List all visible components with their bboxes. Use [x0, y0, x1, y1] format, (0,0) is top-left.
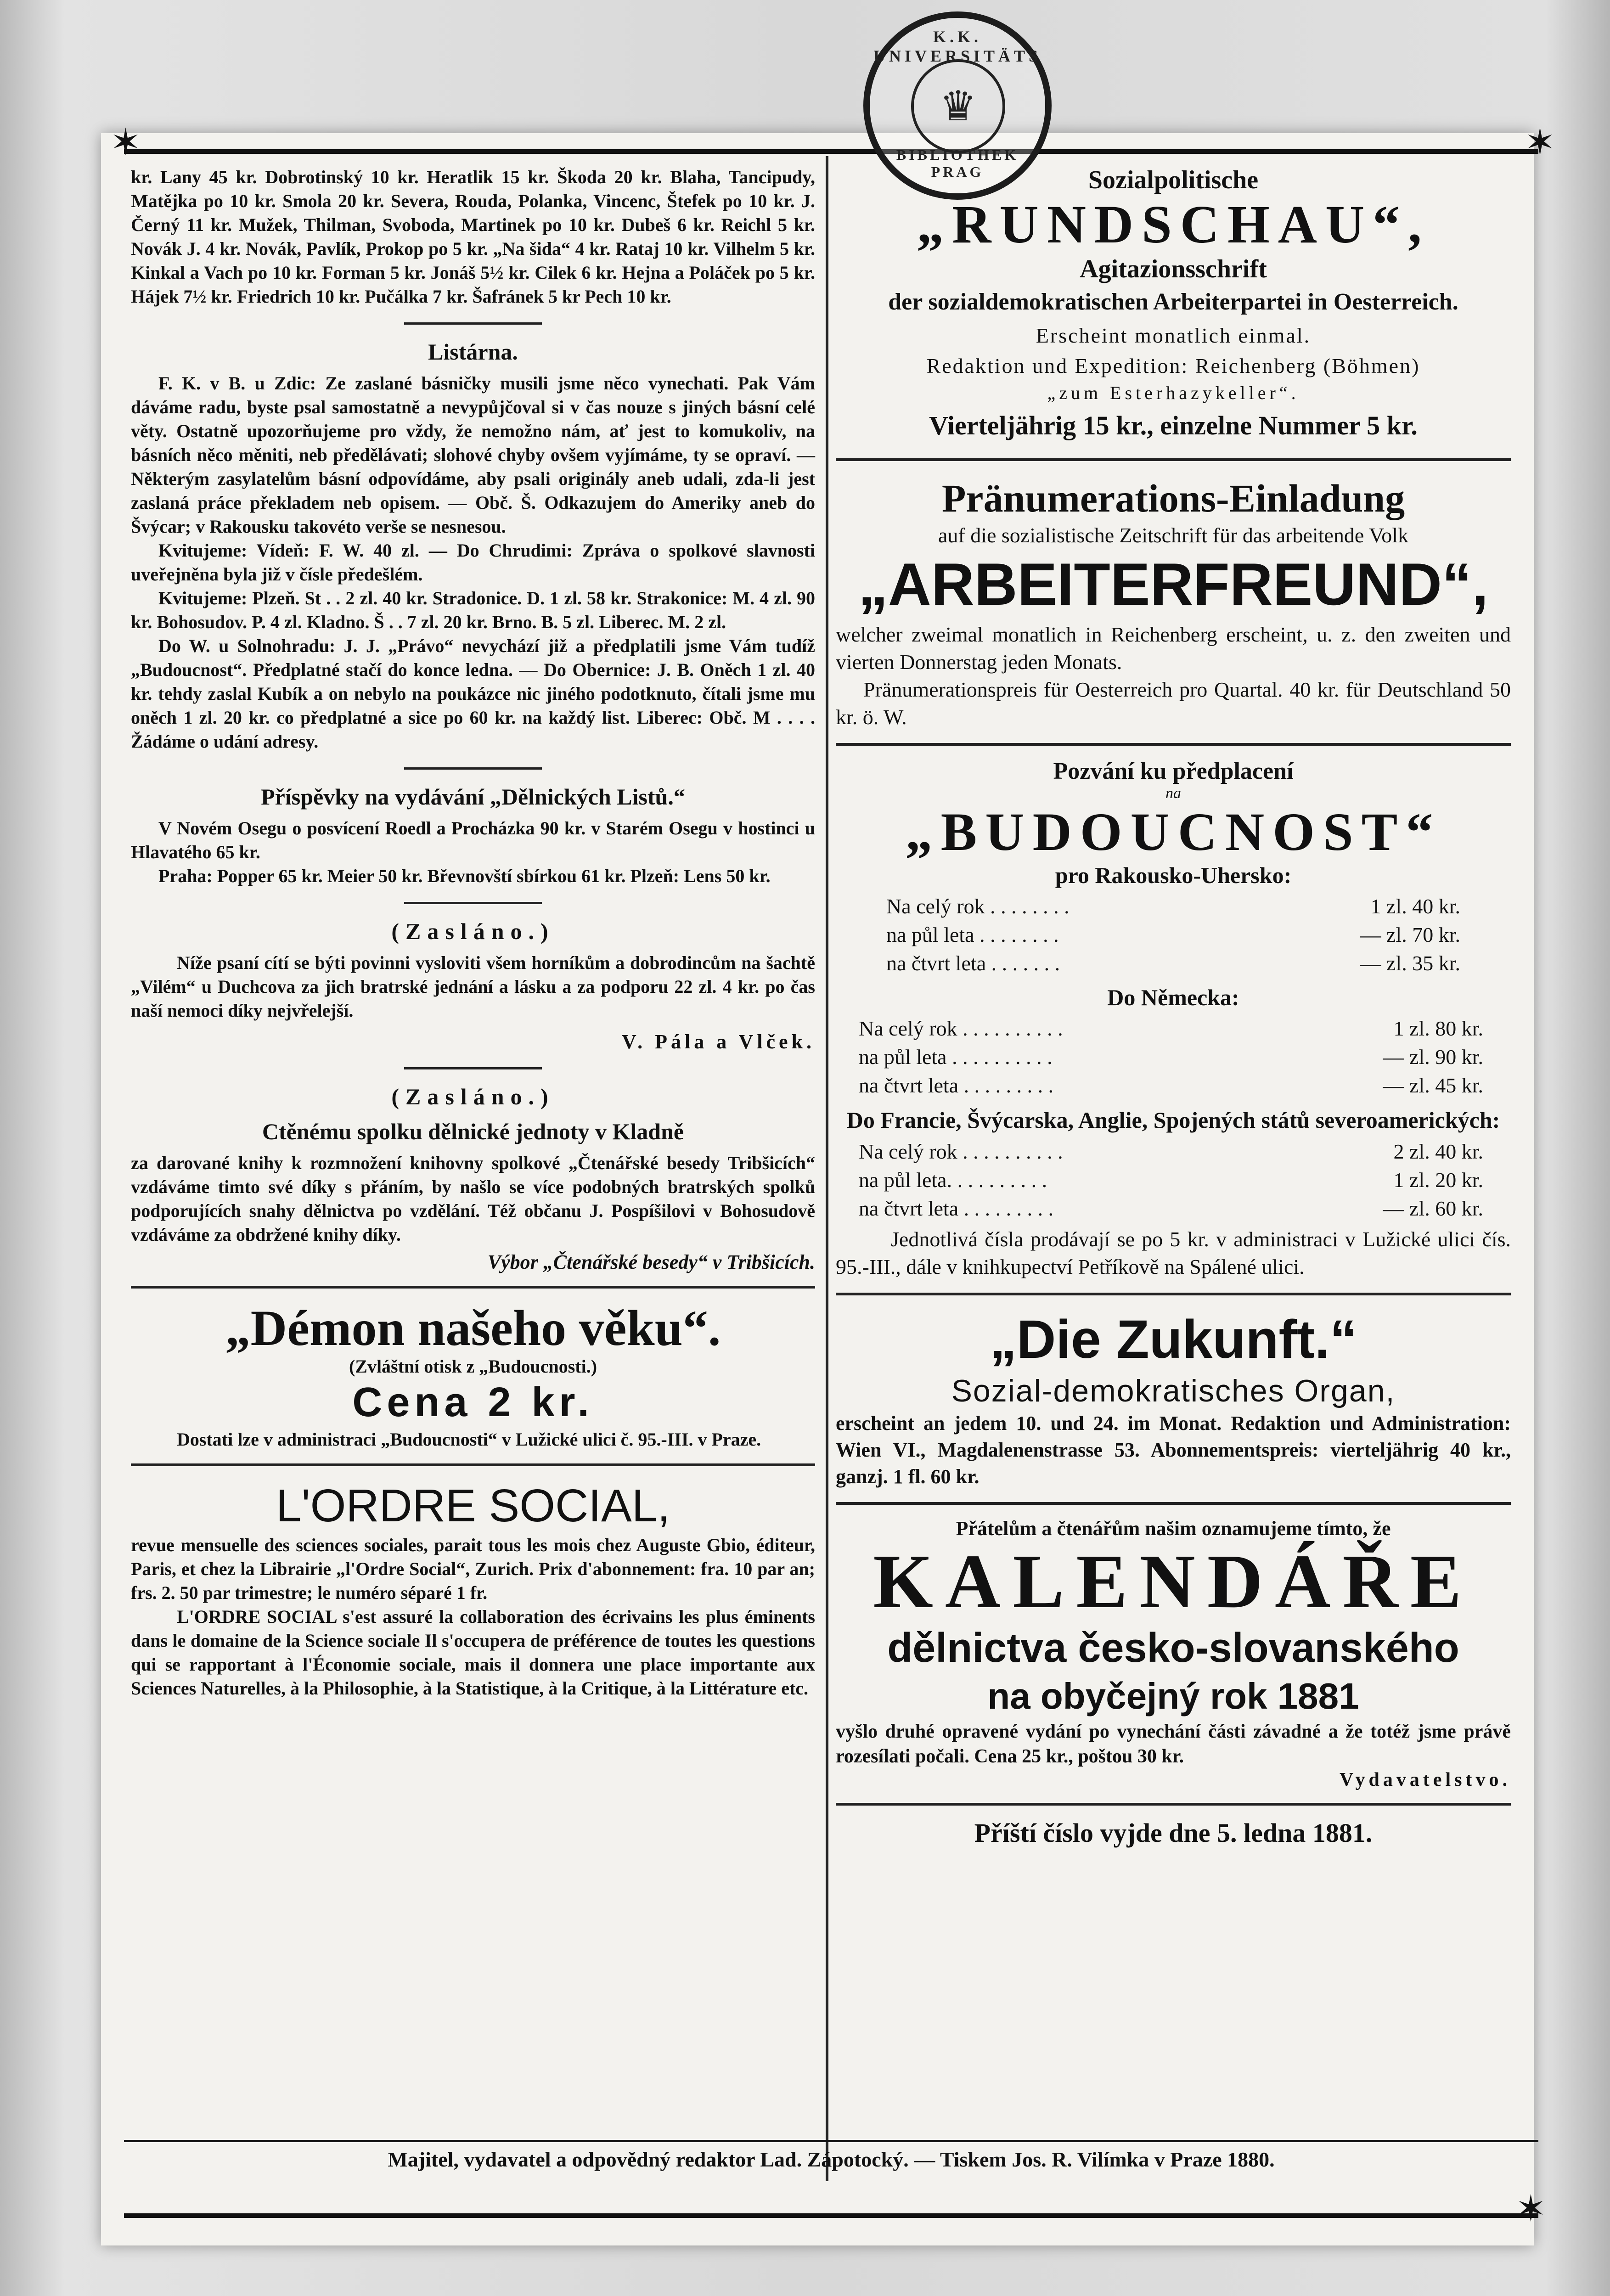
arbeiterfreund-price: Pränumerationspreis für Oesterreich pro Quartal. 40 kr. für Deutschland 50 kr. ö. W.: [836, 678, 1511, 729]
rundschau-line: Erscheint monatlich einmal.: [1036, 324, 1311, 347]
rundschau-kicker: Sozialpolitische: [1088, 166, 1259, 194]
kalendare-sub2: na obyčejný rok 1881: [987, 1676, 1359, 1716]
rundschau-line: Redaktion und Expedition: Reichenberg (Böhmen): [926, 354, 1420, 377]
price-value: — zl. 45 kr.: [1383, 1074, 1483, 1097]
zaslano-body: za darované knihy k rozmnožení knihovny spolkové „Čtenářské besedy Tribšicích“ vzdáváme timto své díky s přáním, by našlo se více podobných bratrských spolků podporujících snahy dělnictva po vzdělání. Též občanu J. Pospíšilovi v Bohosudově vzdáváme za obdržené knihy díky.: [131, 1153, 815, 1245]
section-divider: [404, 902, 542, 904]
section-divider: [836, 1502, 1511, 1505]
eagle-crest-icon: ♛: [911, 59, 1005, 153]
zaslano-signature: V. Pála a Vlček.: [622, 1030, 815, 1053]
demon-subtitle: (Zvláštní otisk z „Budoucnosti.): [349, 1356, 597, 1377]
bottom-rule: [124, 2213, 1538, 2218]
price-label: na půl leta . . . . . . . . . .: [859, 1045, 1053, 1069]
zukunft-sub: Sozial-demokratisches Organ,: [951, 1373, 1396, 1408]
price-value: — zl. 70 kr.: [1360, 923, 1460, 946]
section-divider: [404, 767, 542, 770]
price-row: [859, 1166, 1483, 1194]
arbeiterfreund-sub: auf die sozialistische Zeitschrift für das arbeitende Volk: [938, 523, 1409, 547]
section-divider: [836, 458, 1511, 461]
rundschau-line: „zum Esterhazykeller“.: [1047, 383, 1300, 403]
corner-ornament-icon: ✶: [1515, 2187, 1547, 2230]
price-value: — zl. 90 kr.: [1383, 1045, 1483, 1069]
zaslano-heading: (Zasláno.): [391, 1084, 555, 1109]
price-row: [859, 1137, 1483, 1166]
ordre-paragraph: revue mensuelle des sciences sociales, parait tous les mois chez Auguste Gbio, éditeur, Paris, et chez la Librairie „l'Ordre Social“, Zurich. Prix d'abonnement: fra. 10 par an; frs. 2. 50 par trimestre; le numéro séparé 1 fr.: [131, 1535, 815, 1603]
zaslano-body: Níže psaní cítí se býti povinni vysloviti všem horníkům a dobrodincům na šachtě „Vilém“ u Duchcova za jich bratrské jednání a lásku a za podporu 22 zl. 4 kr. po čas naší nemoci díky nejvřelejší.: [131, 952, 815, 1021]
listarna-paragraph: Kvitujeme: Vídeň: F. W. 40 zl. — Do Chrudimi: Zpráva o spolkové slavnosti uveřejněna byla již v čísle předešlém.: [131, 540, 815, 585]
rundschau-price: Vierteljährig 15 kr., einzelne Nummer 5 kr.: [929, 411, 1418, 440]
stamp-text-top: K.K. UNIVERSITÄTS: [873, 28, 1042, 65]
price-label: na půl leta. . . . . . . . . .: [859, 1168, 1047, 1192]
budoucnost-note: Jednotlivá čísla prodávají se po 5 kr. v administraci v Lužické ulici čís. 95.-III., dále v knihkupectví Petříkově na Spálené ulici.: [836, 1227, 1511, 1278]
listarna-heading: Listárna.: [428, 339, 518, 365]
listarna-paragraph: F. K. v B. u Zdic: Ze zaslané básničky musili jsme něco vynechati. Pak Vám dáváme radu, byste psal samostatně a nevypůjčoval si v čas nouze s jiných básní celé věty. Ostatně upozorňujeme pro vždy, že nemožno nám, ať jest to komukoliv, na básních něco měniti, neb předělávati; slohové chyby ovšem vyjímáme, ty se opraví. — Některým zasylatelům básní odpovídáme, aby psali originály aneb udali, zda-li jest zaslaná práce překladem neb opisem. — Obč. Š. Odkazujem do Ameriky aneb do Švýcar; v Rakousku takovéto verše se nesnesou.: [131, 373, 815, 537]
listarna-paragraph: Kvitujeme: Plzeň. St . . 2 zl. 40 kr. Stradonice. D. 1 zl. 58 kr. Strakonice: M. 4 zl. 90 kr. Bohosudov. P. 4 zl. Kladno. Š . . 7 zl. 20 kr. Brno. B. 5 zl. Liberec. M. 2 zl.: [131, 588, 815, 632]
rundschau-sub: Agitazionsschrift: [1080, 255, 1267, 283]
zukunft-body: erscheint an jedem 10. und 24. im Monat. Redaktion und Administration: Wien VI., Magdalenenstrasse 53. Abonnementspreis: vierteljährig 40 kr., ganzj. 1 fl. 60 kr.: [836, 1412, 1511, 1488]
section-divider: [404, 1067, 542, 1069]
price-label: na čtvrt leta . . . . . . . . .: [859, 1074, 1054, 1097]
price-value: 1 zl. 20 kr.: [1393, 1168, 1483, 1192]
arbeiterfreund-body: welcher zweimal monatlich in Reichenberg erscheint, u. z. den zweiten und vierten Donnerstag jeden Monats.: [836, 623, 1511, 674]
section-divider: [836, 743, 1511, 746]
demon-body: Dostati lze v administraci „Budoucnosti“ v Lužické ulici č. 95.-III. v Praze.: [177, 1429, 761, 1450]
price-row: [859, 1014, 1483, 1043]
price-label: Na celý rok . . . . . . . . . .: [859, 1140, 1063, 1163]
ordre-title: L'ORDRE SOCIAL,: [276, 1480, 670, 1531]
column-divider: [826, 156, 828, 2181]
price-row: [886, 921, 1460, 949]
demon-title: „Démon našeho věku“.: [225, 1300, 721, 1356]
kalendare-intro: Přátelům a čtenářům našim oznamujeme tímto, že: [956, 1517, 1391, 1540]
kalendare-signature: Vydavatelstvo.: [1340, 1769, 1511, 1790]
price-value: 1 zl. 80 kr.: [1393, 1017, 1483, 1040]
price-label: na čtvrt leta . . . . . . .: [886, 951, 1060, 975]
section-divider: [836, 1803, 1511, 1806]
corner-ornament-icon: ✶: [1525, 121, 1556, 163]
price-label: Na celý rok . . . . . . . .: [886, 895, 1070, 918]
zaslano-signature: Výbor „Čtenářské besedy“ v Tribšicích.: [487, 1251, 815, 1273]
stamp-text-bottom: BIBLIOTHEK PRAG: [896, 146, 1019, 180]
price-label: Na celý rok . . . . . . . . . .: [859, 1017, 1063, 1040]
footer-rule: [124, 2140, 1538, 2142]
arbeiterfreund-title: „ARBEITERFREUND“,: [858, 551, 1489, 618]
budoucnost-region: Do Francie, Švýcarska, Anglie, Spojených států severoamerických:: [846, 1107, 1500, 1133]
prispevky-heading: Příspěvky na vydávání „Dělnických Listů.“: [261, 784, 685, 810]
demon-price: Cena 2 kr.: [352, 1379, 594, 1425]
price-label: na čtvrt leta . . . . . . . . .: [859, 1197, 1054, 1220]
listarna-paragraph: Do W. u Solnohradu: J. J. „Právo“ nevychází již a předplatili jsme Vám tudíž „Budoucnost“. Předplatné stačí do konce ledna. — Do Obernice: J. B. Oněch 1 zl. 40 kr. tehdy zaslal Kubík a on nebylo na poukázce nic jiného podotknuto, čítali jsme mu oněch 1 zl. 20 kr. co předplatné a sice po 60 kr. na každý list. Liberec: Obč. M . . . . Žádáme o udání adresy.: [131, 636, 815, 752]
section-divider: [131, 1463, 815, 1466]
price-row: [886, 949, 1460, 978]
top-rule: [124, 149, 1538, 154]
kalendare-sub: dělnictva česko-slovanského: [887, 1625, 1459, 1671]
section-divider: [836, 1293, 1511, 1295]
zaslano-heading: (Zasláno.): [391, 918, 555, 944]
left-column: [131, 165, 815, 1700]
budoucnost-region: pro Rakousko-Uhersko:: [1055, 862, 1292, 888]
price-value: — zl. 35 kr.: [1360, 951, 1460, 975]
prispevky-paragraph: Praha: Popper 65 kr. Meier 50 kr. Břevnovští sbírkou 61 kr. Plzeň: Lens 50 kr.: [158, 866, 771, 886]
price-value: 2 zl. 40 kr.: [1393, 1140, 1483, 1163]
kalendare-title: KALENDÁŘE: [873, 1539, 1474, 1624]
corner-ornament-icon: ✶: [110, 121, 141, 163]
prispevky-paragraph: V Novém Osegu o posvícení Roedl a Procházka 90 kr. v Starém Osegu v hostinci u Hlavatého 65 kr.: [131, 818, 815, 862]
budoucnost-heading: Pozvání ku předplacení: [1053, 758, 1294, 784]
rundschau-title: „RUNDSCHAU“,: [917, 194, 1430, 254]
price-row: [859, 1043, 1483, 1071]
arbeiterfreund-heading: Pränumerations-Einladung: [941, 476, 1405, 520]
right-column: [836, 165, 1511, 1848]
donations-list: kr. Lany 45 kr. Dobrotinský 10 kr. Heratlik 15 kr. Škoda 20 kr. Blaha, Tancipudy, Matějka po 10 kr. Smola 20 kr. Severa, Rouda, Polanka, Vincenc, Štefek po 10 kr. J. Černý 11 kr. Mužek, Thilman, Svoboda, Martinek po 10 kr. Dubeš 6 kr. Reichl 5 kr. Novák J. 4 kr. Novák, Pavlík, Prokop po 5 kr. „Na šida“ 4 kr. Rataj 10 kr. Vilhelm 5 kr. Kinkal a Vach po 10 kr. Forman 5 kr. Jonáš 5½ kr. Cilek 6 kr. Hejna a Poláček po 5 kr. Hájek 7½ kr. Friedrich 10 kr. Pučálka 7 kr. Šafránek 5 kr Pech 10 kr.: [131, 167, 815, 307]
price-row: [859, 1071, 1483, 1100]
budoucnost-title: „BUDOUCNOST“: [905, 802, 1441, 862]
budoucnost-region: Do Německa:: [1107, 985, 1239, 1010]
price-label: na půl leta . . . . . . . .: [886, 923, 1059, 946]
kalendare-body: vyšlo druhé opravené vydání po vynechání části závadné a že totéž jsme právě rozesílati počali. Cena 25 kr., poštou 30 kr.: [836, 1721, 1511, 1767]
price-value: — zl. 60 kr.: [1383, 1197, 1483, 1220]
zukunft-title: „Die Zukunft.“: [990, 1309, 1357, 1370]
ordre-paragraph: L'ORDRE SOCIAL s'est assuré la collaboration des écrivains les plus éminents dans le domaine de la Science sociale Il s'occupera de préférence de toutes les questions qui se rapportant à l'Économie sociale, mais il donnera une place importante aux Sciences Naturelles, à la Philosophie, à la Statistique, à la Critique, à la Littérature etc.: [131, 1606, 815, 1699]
rundschau-sub2: der sozialdemokratischen Arbeiterpartei in Oesterreich.: [888, 289, 1458, 315]
price-value: 1 zl. 40 kr.: [1370, 895, 1460, 918]
next-issue-notice: Příští číslo vyjde dne 5. ledna 1881.: [974, 1818, 1373, 1848]
section-divider: [131, 1286, 815, 1289]
footer-imprint: Majitel, vydavatel a odpovědný redaktor Lad. Zápotocký. — Tiskem Jos. R. Vilímka v Praze 1880.: [388, 2148, 1275, 2171]
price-row: [859, 1194, 1483, 1223]
price-row: [886, 892, 1460, 921]
budoucnost-na: na: [1165, 785, 1181, 802]
zaslano-subheading: Ctěnému spolku dělnické jednoty v Kladně: [262, 1119, 684, 1144]
section-divider: [404, 322, 542, 325]
